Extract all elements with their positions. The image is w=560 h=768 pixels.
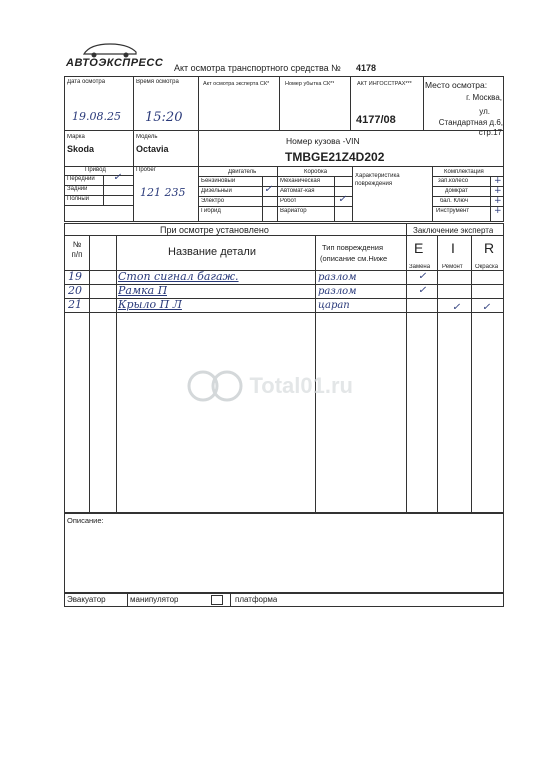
description-label: Описание: [67,516,104,525]
gearbox-label: Коробка [304,169,328,175]
time-label: Время осмотра [136,79,179,85]
brand-value: Skoda [67,144,95,154]
row-1-num: 19 [68,270,82,283]
evacuator-label: Эвакуатор [67,595,106,604]
kit-spare: зап.колесо [438,178,469,184]
row-2-part: Рамка П [118,284,168,297]
time-value: 15:20 [145,110,183,125]
watermark [185,368,353,404]
manipulator-checkbox[interactable] [211,595,223,605]
platform-label: платформа [235,595,278,604]
part-name-header: Название детали [168,246,256,258]
manipulator-label: манипулятор [130,595,179,604]
num-header-2: п/п [71,250,83,259]
kit-label: Комплектация [444,169,484,175]
logo-text: АВТОЭКСПРЕСС [66,57,164,69]
kit-tools: Инструмент [436,208,470,214]
drive-label: Привод [85,167,106,173]
car-logo-icon [80,40,140,58]
kit-jack-check[interactable]: + [494,186,502,196]
damage-type-header-2: (описание см.Ниже [320,254,388,263]
replace-header: Замена [409,264,431,270]
gearbox-cvt: Вариатор [280,208,307,214]
place-line-1: г. Москва, [466,93,502,102]
i-header: I [451,240,455,256]
gearbox-auto: Автомат-кая [280,188,315,194]
drive-rear: Задний [67,186,88,192]
row-3-paint-check[interactable]: ✓ [482,302,491,313]
damage-char-label-2: повреждения [355,181,393,187]
row-3-num: 21 [68,298,82,311]
row-2-replace-check[interactable]: ✓ [418,285,427,296]
engine-diesel: Дизельный [201,188,232,194]
ingos-value: 4177/08 [356,114,396,126]
engine-electric: Электро [201,198,225,204]
drive-all: Полный [67,196,89,202]
loss-number-label: Номер убытка СК** [285,81,335,87]
mileage-label: Пробег [136,167,156,173]
model-value: Octavia [136,144,169,154]
drive-front-check[interactable]: ✓ [113,172,122,183]
place-line-4: стр.17 [478,128,502,137]
row-2-damage: разлом [318,286,357,297]
model-label: Модель [136,134,158,140]
damage-char-label-1: Характеристика [355,173,400,179]
engine-diesel-check[interactable]: ✓ [264,184,273,195]
conclusion-label: Заключение эксперта [413,226,494,235]
engine-hybrid: Гибрид [201,208,221,214]
row-3-damage: царап [318,300,350,311]
r-header: R [484,240,495,256]
e-header: E [414,240,424,256]
brand-label: Марка [67,134,85,140]
row-2-num: 20 [68,284,82,297]
row-3-part: Крыло П Л [118,298,182,311]
form-title: Акт осмотра транспортного средства № [174,63,341,73]
drive-front: Передний [67,176,95,182]
paint-header: Окраска [475,264,499,270]
engine-label: Двигатель [228,169,257,175]
gearbox-robot-check[interactable]: ✓ [338,194,347,205]
gearbox-robot: Робот [280,198,297,204]
repair-header: Ремонт [442,264,463,270]
form-number: 4178 [356,63,377,73]
row-3-repair-check[interactable]: ✓ [452,302,461,313]
row-1-replace-check[interactable]: ✓ [418,271,427,282]
place-line-3: Стандартная д.6, [438,118,503,127]
place-line-2: ул. [479,107,490,116]
kit-wrench-check[interactable]: + [494,196,502,206]
kit-jack: домкрат [445,188,468,194]
place-label: Место осмотра: [425,80,488,90]
kit-wrench: бал. Ключ [440,198,468,204]
kit-tools-check[interactable]: + [494,206,502,216]
ingos-label: АКТ ИНГОССТРАХ*** [357,81,412,87]
expert-act-label: Акт осмотра эксперта СК* [203,81,270,87]
vin-label: Номер кузова -VIN [286,136,360,146]
row-1-damage: разлом [318,272,357,283]
date-label: Дата осмотра [67,79,106,85]
num-header-1: № [72,240,82,249]
watermark-logo-icon [185,368,245,404]
section-title: При осмотре установлено [160,225,269,235]
engine-petrol: Бензиновый [201,178,236,184]
date-value: 19.08.25 [72,110,121,123]
description-block [64,513,504,593]
row-1-part: Стоп сигнал багаж. [118,270,239,283]
mileage-value: 121 235 [140,186,186,199]
kit-spare-check[interactable]: + [494,176,502,186]
damage-type-header-1: Тип повреждения [322,243,384,252]
vin-value: TMBGE21Z4D202 [285,150,385,164]
gearbox-manual: Механическая [280,178,321,184]
watermark-text: Total01.ru [249,373,353,398]
